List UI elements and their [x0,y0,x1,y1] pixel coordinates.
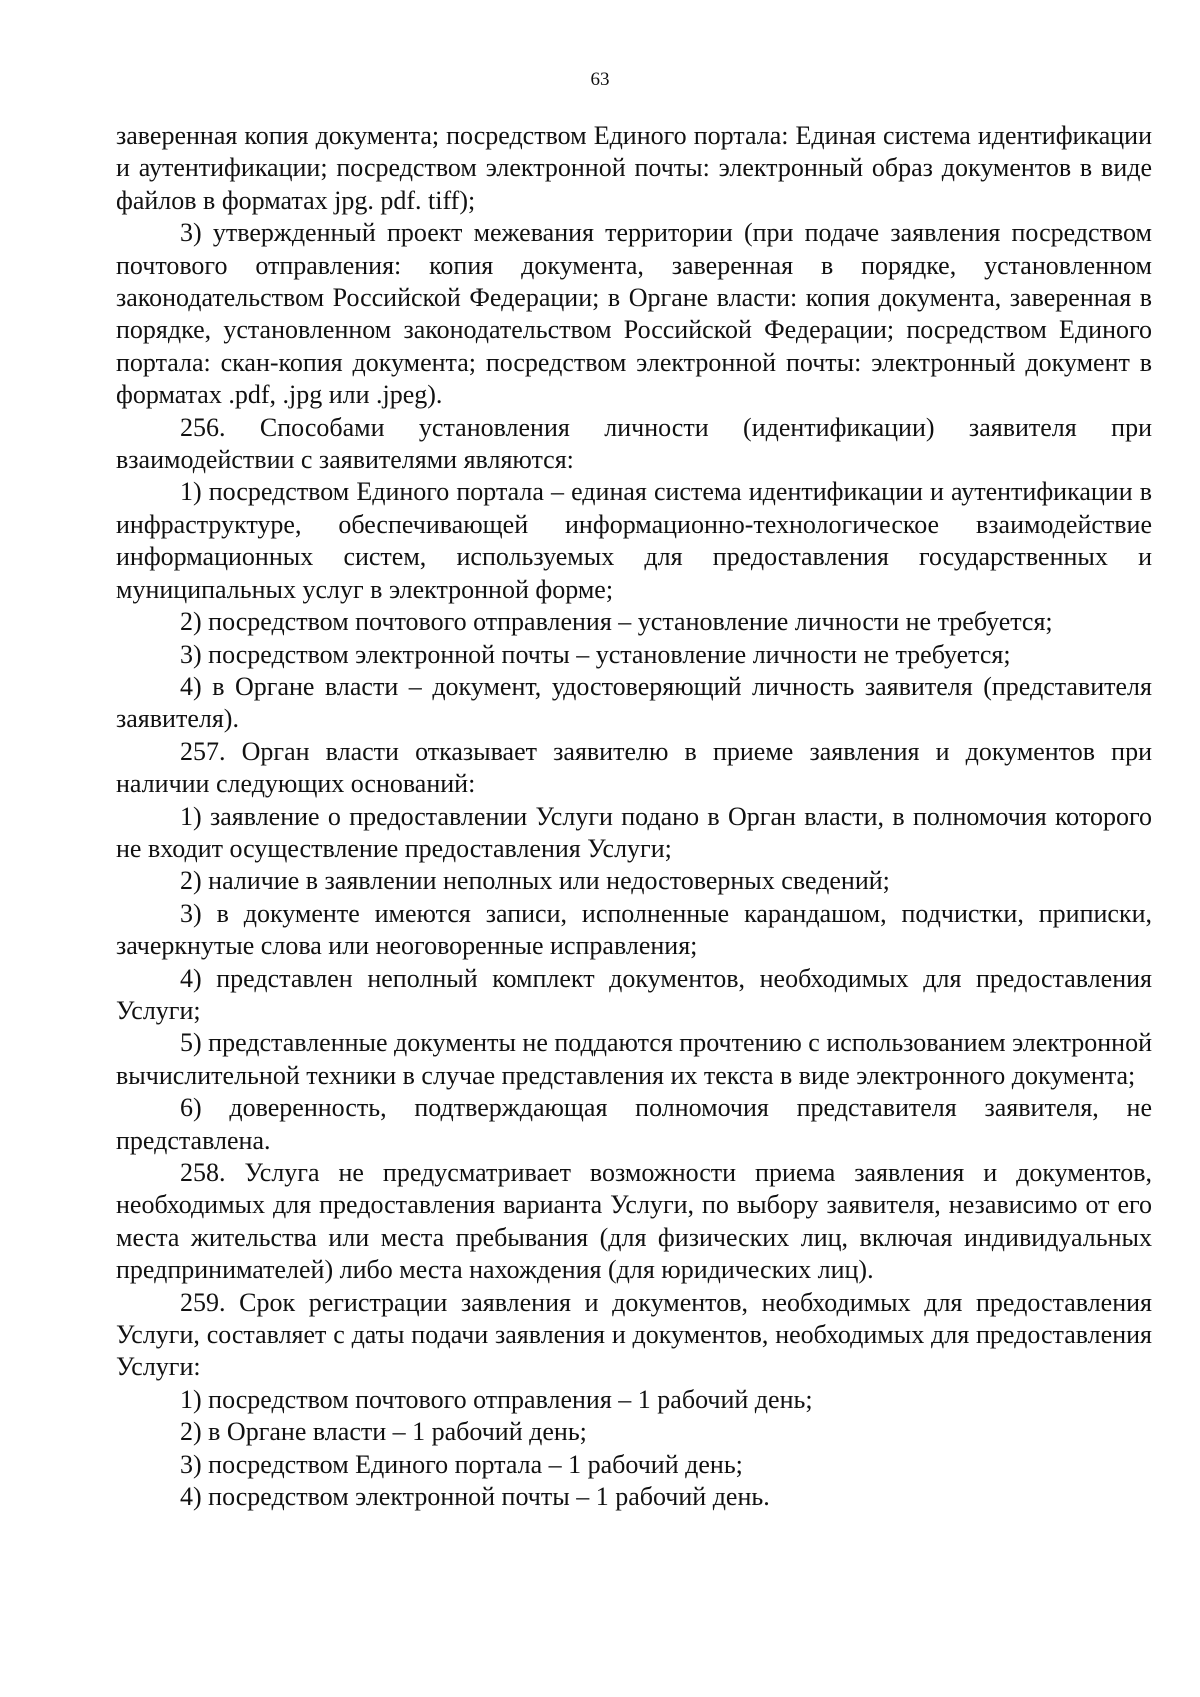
clause-257-item-6: 6) доверенность, подтверждающая полномочия представителя заявителя, не представлена. [116,1093,1152,1155]
clause-259-item-2: 2) в Органе власти – 1 рабочий день; [180,1417,587,1447]
list-item-3-project: 3) утвержденный проект межевания территории (при подаче заявления посредством почтового отправления: копия документа, заверенная в порядке, установленном законодательством Российской Федерации; в Органе власти: копия документа, заверенная в порядке, установленном законодательством Российской Федерации; посредством Единого портала: скан-копия документа; посредством электронной почты: электронный документ в форматах .pdf, .jpg или .jpeg). [116,218,1152,410]
document-body [116,120,1152,1513]
clause-257-item-5: 5) представленные документы не поддаются прочтению с использованием электронной вычислительной техники в случае представления их текста в виде электронного документа; [116,1028,1153,1090]
clause-259-item-1: 1) посредством почтового отправления – 1 рабочий день; [180,1384,813,1414]
clause-258: 258. Услуга не предусматривает возможности приема заявления и документов, необходимых для предоставления варианта Услуги, по выбору заявителя, независимо от его места жительства или места пребывания (для физических лиц, включая индивидуальных предпринимателей) либо места нахождения (для юридических лиц). [116,1158,1152,1285]
clause-256-item-1: 1) посредством Единого портала – единая система идентификации и аутентификации в инфраструктуре, обеспечивающей информационно-технологическое взаимодействие информационных систем, используемых для предоставления государственных и муниципальных услуг в электронной форме; [116,477,1152,604]
clause-259: 259. Срок регистрации заявления и документов, необходимых для предоставления Услуги, составляет с даты подачи заявления и документов, необходимых для предоставления Услуги: [116,1287,1152,1382]
clause-259-item-3: 3) посредством Единого портала – 1 рабочий день; [180,1449,743,1479]
clause-256: 256. Способами установления личности (идентификации) заявителя при взаимодействии с заявителями являются: [116,412,1152,475]
clause-256-item-3: 3) посредством электронной почты – установление личности не требуется; [180,639,1011,669]
clause-257: 257. Орган власти отказывает заявителю в приеме заявления и документов при наличии следующих оснований: [116,736,1152,799]
clause-257-item-1: 1) заявление о предоставлении Услуги подано в Орган власти, в полномочия которого не входит осуществление предоставления Услуги; [116,801,1152,863]
page-number: 63 [590,69,610,90]
clause-256-item-4: 4) в Органе власти – документ, удостоверяющий личность заявителя (представителя заявителя). [116,671,1152,734]
clause-257-item-2: 2) наличие в заявлении неполных или недостоверных сведений; [180,866,890,896]
clause-256-item-2: 2) посредством почтового отправления – установление личности не требуется; [180,607,1053,637]
clause-257-item-3: 3) в документе имеются записи, исполненные карандашом, подчистки, приписки, зачеркнутые слова или неоговоренные исправления; [116,898,1152,961]
clause-257-item-4: 4) представлен неполный комплект документов, необходимых для предоставления Услуги; [116,963,1152,1025]
clause-259-item-4: 4) посредством электронной почты – 1 рабочий день. [180,1482,770,1512]
paragraph-continuation: заверенная копия документа; посредством Единого портала: Единая система идентификации и аутентификации; посредством электронной почты: электронный образ документов в виде файлов в форматах jpg. pdf. tiff); [116,121,1152,215]
